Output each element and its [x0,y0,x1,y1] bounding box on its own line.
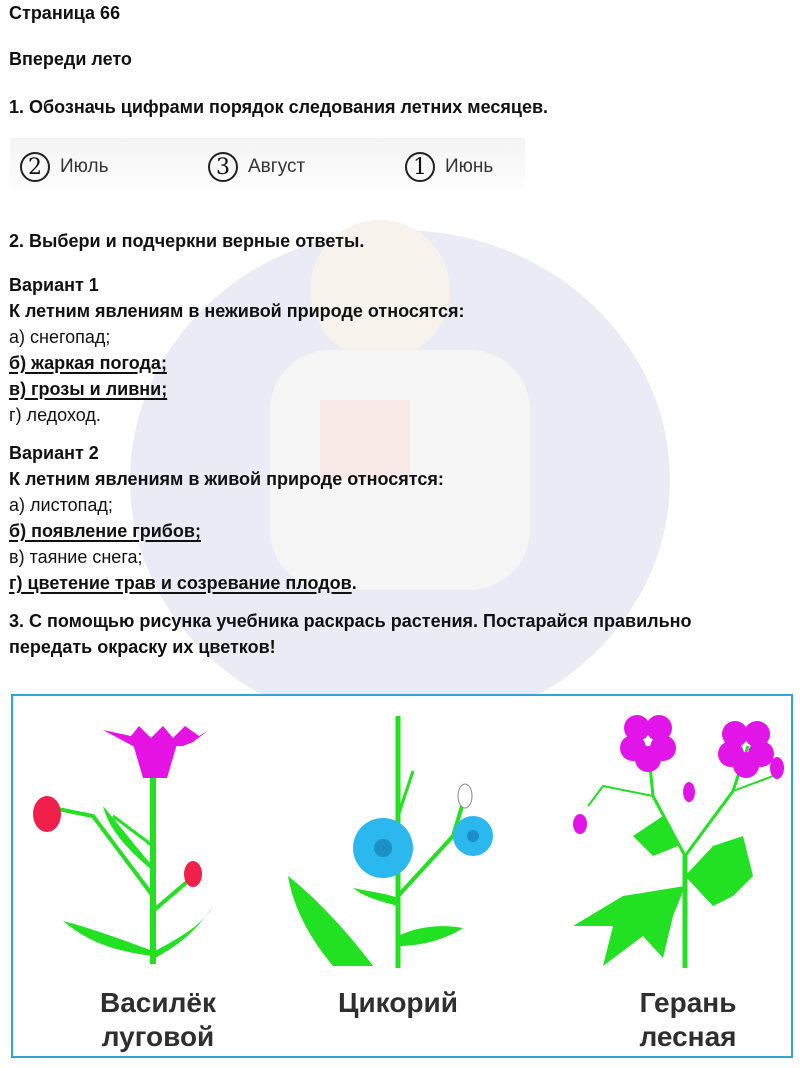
variant1-option-b: б) жаркая погода; [9,353,167,373]
month-number-circle: 1 [405,152,435,182]
label-geranium-line2: лесная [639,1021,737,1052]
page-title: Страница 66 [9,3,121,23]
variant2-option-c: в) таяние снега; [9,547,143,567]
variant1-prompt: К летним явлениям в неживой природе относятся: [9,301,465,321]
task3-question-line2: передать окраску их цветков! [9,637,276,657]
variant1-option-d: г) ледоход. [9,405,101,425]
variant2-prompt: К летним явлениям в живой природе относятся: [9,469,444,489]
section-title: Впереди лето [9,49,132,69]
month-number-circle: 3 [208,152,238,182]
month-number-circle: 2 [20,152,50,182]
variant1-title: Вариант 1 [9,275,99,295]
variant2-option-d: г) цветение трав и созревание плодов [9,573,352,593]
label-geranium [613,986,763,1054]
label-chicory: Цикорий [338,987,458,1018]
variant1-option-a: а) снегопад; [9,327,111,347]
label-cornflower-line1: Василёк [100,987,216,1018]
task1-question: 1. Обозначь цифрами порядок следования летних месяцев. [9,97,549,117]
variant2-option-a: а) листопад; [9,495,113,515]
variant2-option-b: б) появление грибов; [9,521,201,541]
month-name: Июль [60,156,109,177]
task3-question [9,608,692,660]
chicory-plant [288,716,493,968]
month-august [208,152,305,182]
label-cornflower-line2: луговой [101,1021,215,1052]
label-cornflower [83,986,233,1054]
variant1-option-c: в) грозы и ливни; [9,379,168,399]
months-order-strip [10,138,525,200]
month-name: Август [248,156,306,177]
label-geranium-line1: Герань [639,987,737,1018]
month-june [405,152,493,182]
cornflower-plant [33,726,213,964]
task2-question: 2. Выбери и подчеркни верные ответы. [9,231,365,251]
variant2-option-d-punct: . [351,573,357,593]
plants-illustration [11,694,793,1058]
variant2-title: Вариант 2 [9,443,99,463]
geranium-plant [573,715,784,968]
month-name: Июнь [445,156,494,177]
variant2-option-d-line [9,570,444,596]
variant2-block [9,440,444,596]
task3-question-line1: 3. С помощью рисунка учебника раскрась растения. Постарайся правильно [9,611,692,631]
month-july [20,152,108,182]
variant1-block [9,272,464,428]
